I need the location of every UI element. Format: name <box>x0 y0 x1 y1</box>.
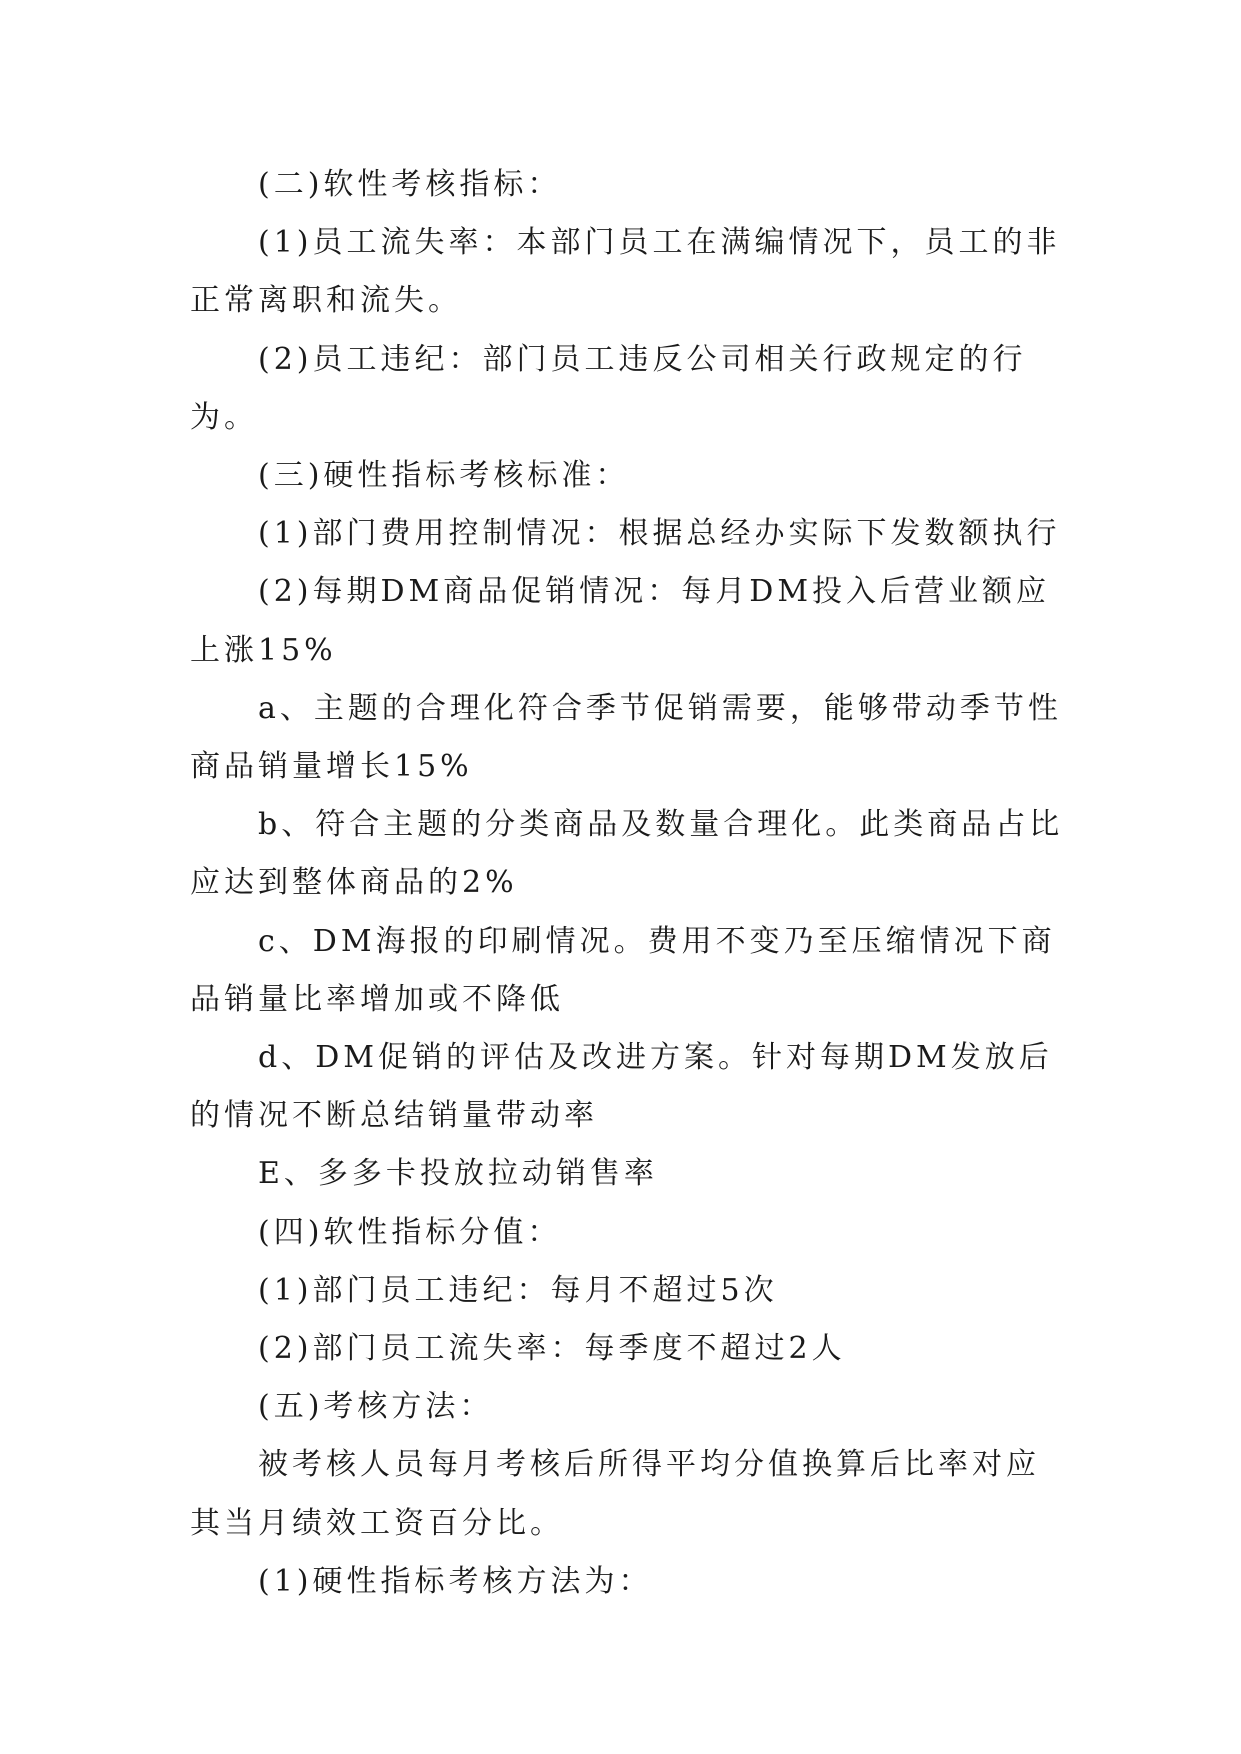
paragraph-staff-turnover: (1)员工流失率：本部门员工在满编情况下，员工的非正常离职和流失。 <box>190 225 1061 319</box>
list-item-d: d、DM促销的评估及改进方案。针对每期DM发放后的情况不断总结销量带动率 <box>190 1040 1053 1134</box>
paragraph-turnover-limit: (2)部门员工流失率：每季度不超过2人 <box>258 1331 846 1367</box>
paragraph-expense-control: (1)部门费用控制情况：根据总经办实际下发数额执行 <box>258 516 1061 552</box>
heading-soft-indicators: (二)软性考核指标： <box>258 167 562 202</box>
list-item-a: a、主题的合理化符合季节促销需要，能够带动季节性商品销量增长15% <box>190 690 1062 785</box>
paragraph-assessment-method: 被考核人员每月考核后所得平均分值换算后比率对应其当月绩效工资百分比。 <box>190 1447 1040 1541</box>
list-item-c: c、DM海报的印刷情况。费用不变乃至压缩情况下商品销量比率增加或不降低 <box>190 923 1056 1017</box>
heading-hard-indicator-standards: (三)硬性指标考核标准： <box>258 458 630 494</box>
paragraph-hard-indicator-method: (1)硬性指标考核方法为： <box>258 1563 653 1599</box>
heading-assessment-method: (五)考核方法： <box>258 1389 494 1425</box>
paragraph-discipline-limit: (1)部门员工违纪：每月不超过5次 <box>258 1272 778 1308</box>
paragraph-dm-promotion: (2)每期DM商品促销情况：每月DM投入后营业额应上涨15% <box>190 574 1051 668</box>
paragraph-staff-discipline: (2)员工违纪：部门员工违反公司相关行政规定的行为。 <box>190 341 1027 435</box>
document-body <box>190 156 1070 1611</box>
heading-soft-indicator-scores: (四)软性指标分值： <box>258 1214 562 1250</box>
list-item-b: b、符合主题的分类商品及数量合理化。此类商品占比应达到整体商品的2% <box>190 807 1064 901</box>
list-item-e: E、多多卡投放拉动销售率 <box>258 1156 658 1192</box>
